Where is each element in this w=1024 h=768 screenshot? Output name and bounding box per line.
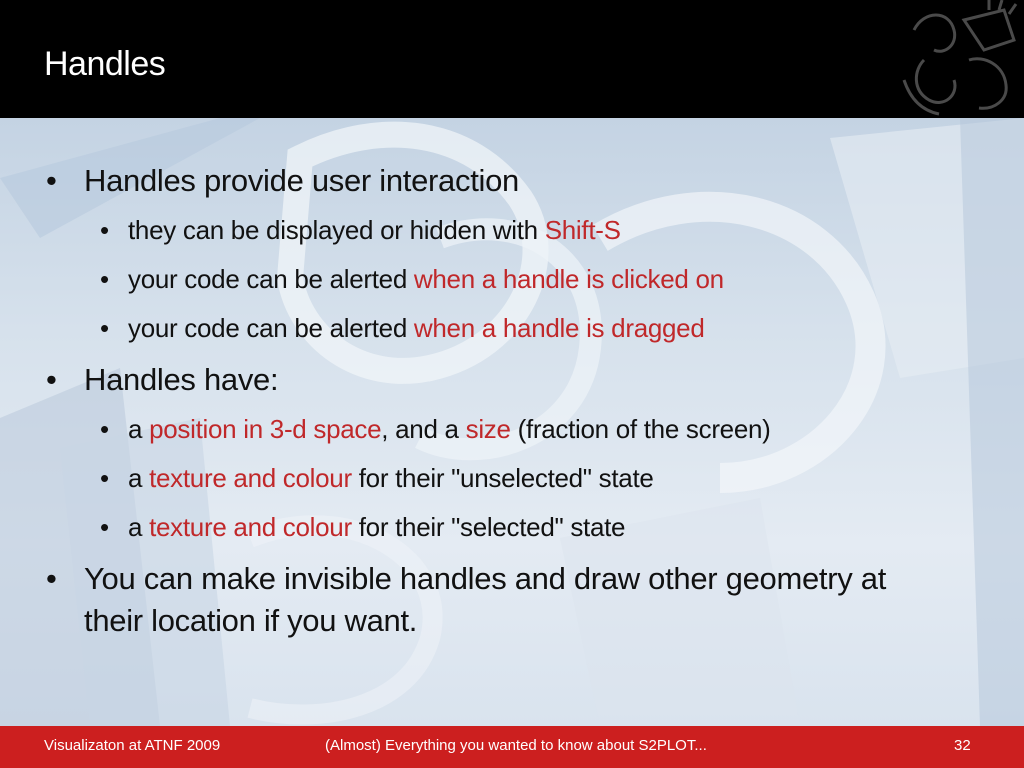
slide-title: Handles bbox=[44, 45, 166, 83]
footer-bar bbox=[0, 726, 1024, 768]
sub-bullet-item bbox=[100, 461, 654, 495]
bullet-icon: • bbox=[100, 264, 109, 294]
bullet-icon: • bbox=[100, 215, 109, 245]
bullet-text: your code can be alerted bbox=[128, 313, 414, 343]
bullet-text: a bbox=[128, 512, 150, 542]
bullet-icon: • bbox=[46, 362, 57, 397]
bullet-icon: • bbox=[100, 313, 109, 343]
sub-bullet-item bbox=[100, 412, 771, 446]
bullet-icon: • bbox=[100, 463, 109, 493]
bullet-icon: • bbox=[100, 414, 109, 444]
highlight-text: when a handle is dragged bbox=[413, 313, 705, 343]
bullet-text: a bbox=[128, 463, 150, 493]
highlight-text: texture and colour bbox=[149, 463, 352, 493]
bullet-text: a bbox=[128, 414, 150, 444]
highlight-text: when a handle is clicked on bbox=[413, 264, 724, 294]
sub-bullet-item bbox=[100, 510, 626, 544]
sub-bullet-item bbox=[100, 262, 724, 296]
bullet-text: their location if you want. bbox=[84, 603, 418, 638]
bullet-text: they can be displayed or hidden with bbox=[128, 215, 545, 245]
crest-logo-icon bbox=[894, 0, 1024, 118]
footer-left-text: Visualizaton at ATNF 2009 bbox=[44, 737, 221, 754]
bullet-text: You can make invisible handles and draw other geometry at bbox=[84, 561, 887, 596]
bullet-text: (fraction of the screen) bbox=[510, 414, 771, 444]
bullet-text: Handles have: bbox=[84, 362, 279, 397]
bullet-text: for their "unselected" state bbox=[351, 463, 654, 493]
highlight-text: texture and colour bbox=[149, 512, 352, 542]
bullet-icon: • bbox=[46, 163, 57, 198]
highlight-text: Shift-S bbox=[544, 215, 621, 245]
bullet-item-continuation bbox=[84, 601, 417, 641]
bullet-item bbox=[46, 161, 519, 201]
bullet-icon: • bbox=[46, 561, 57, 596]
bullet-text: , and a bbox=[381, 414, 466, 444]
bullet-text: for their "selected" state bbox=[351, 512, 626, 542]
bullet-text: your code can be alerted bbox=[128, 264, 414, 294]
highlight-text: position in 3-d space bbox=[149, 414, 382, 444]
bullet-icon: • bbox=[100, 512, 109, 542]
bullet-item bbox=[46, 360, 279, 400]
bullet-text: Handles provide user interaction bbox=[84, 163, 519, 198]
sub-bullet-item bbox=[100, 213, 621, 247]
highlight-text: size bbox=[465, 414, 511, 444]
title-bar bbox=[0, 0, 1024, 118]
sub-bullet-item bbox=[100, 311, 705, 345]
footer-center-text: (Almost) Everything you wanted to know about S2PLOT... bbox=[325, 737, 707, 754]
page-number: 32 bbox=[954, 737, 971, 754]
bullet-item bbox=[46, 559, 887, 599]
